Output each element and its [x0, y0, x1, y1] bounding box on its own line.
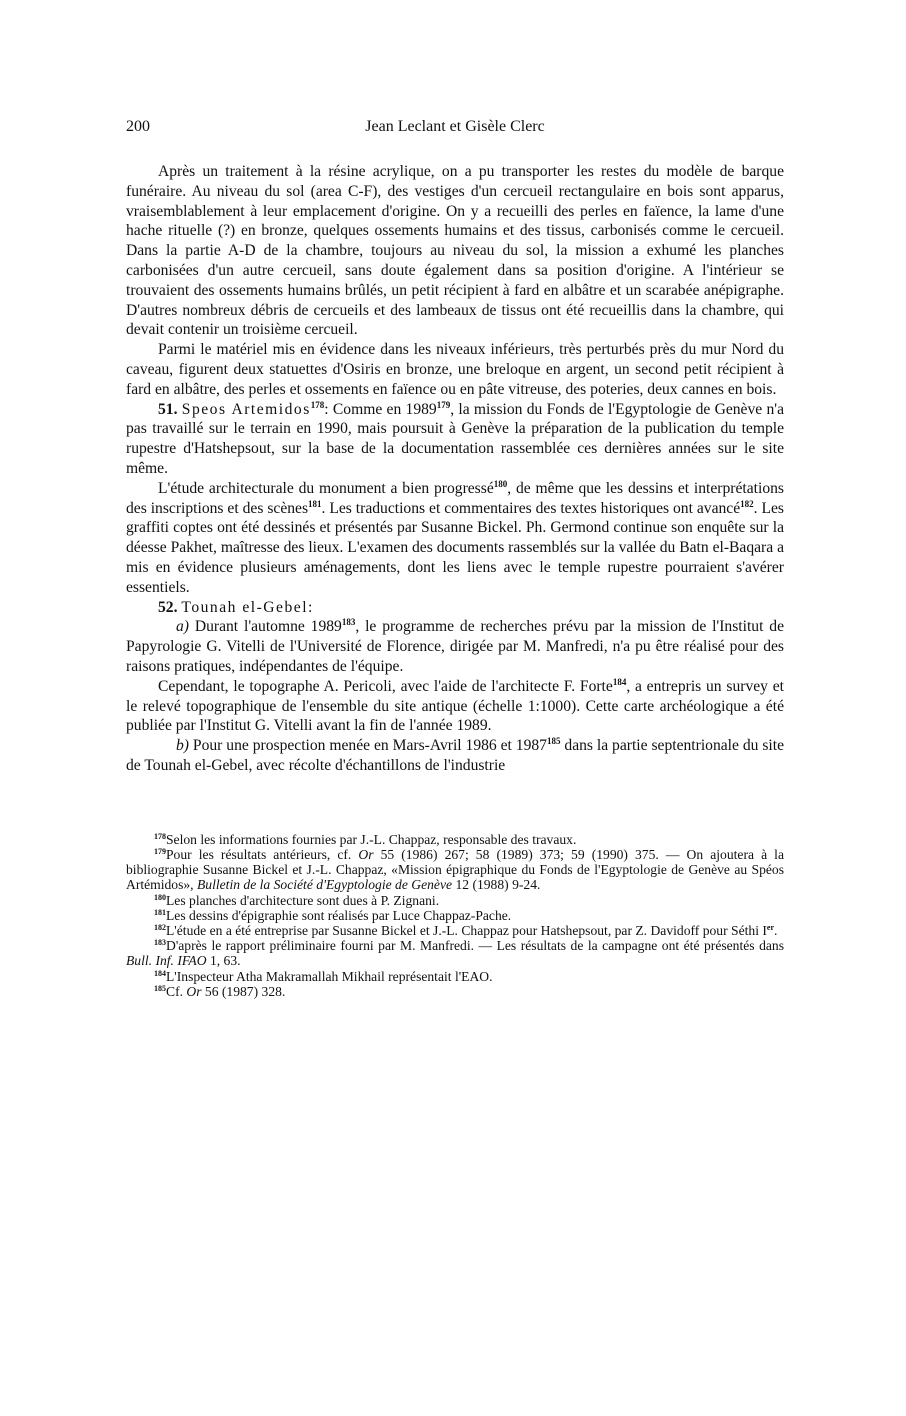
paragraph: Parmi le matériel mis en évidence dans les niveaux inférieurs, très perturbés près du mur Nord du caveau, figurent deux statuettes d'Osiris en bronze, une breloque en argent, un second petit récipient à fard en albâtre, des perles et ossements en faïence ou en pâte vitreuse, des poteries, deux cannes en bois.: [126, 341, 784, 398]
section-heading: Tounah el-Gebel:: [181, 598, 314, 616]
paragraph: Cependant, le topographe A. Pericoli, avec l'aide de l'architecte F. Forte$^{184}$, a entrepris un survey et le relevé topographique de l'ensemble du site antique (échelle 1:1000). Cette carte archéologique a été publiée par l'Institut G. Vitelli avant la fin de l'année 1989.: [126, 676, 784, 735]
item-label: a): [176, 618, 189, 636]
footnote: $^{180}$Les planches d'architecture sont dues à P. Zignani.: [154, 892, 440, 908]
section-51: 51. Speos Artemidos$^{178}$: Comme en 1989$^{179}$, la mission du Fonds de l'Egyptologie de Genève n'a pas travaillé sur le terrain en 1990, mais poursuit à Genève la préparation de la publication du temple rupestre d'Hatshepsout, sur la base de la documentation rassemblée ces dernières années sur le site même.: [126, 399, 784, 477]
footnote: $^{179}$Pour les résultats antérieurs, cf. Or 55 (1986) 267; 58 (1989) 373; 59 (1990) 375. — On ajoutera à la bibliographie Susanne Bickel et J.-L. Chappaz, «Mission épigraphique du Fonds de l'Egyptologie de Genève au Spéos Artémidos», Bulletin de la Société d'Egyptologie de Genève 12 (1988) 9-24.: [126, 846, 784, 893]
footnote-ref[interactable]: 180: [493, 478, 508, 489]
footnote-number: 184: [154, 968, 166, 978]
paragraph: a) Durant l'automne 1989$^{183}$, le programme de recherches prévu par la mission de l'Institut de Papyrologie G. Vitelli de l'Université de Florence, dirigée par M. Manfredi, n'a pu être réalisé pour des raisons pratiques, indépendantes de l'équipe.: [126, 617, 784, 675]
paragraph: b) Pour une prospection menée en Mars-Avril 1986 et 1987$^{185}$ dans la partie septentrionale du site de Tounah el-Gebel, avec récolte d'échantillons de l'industrie: [126, 736, 785, 774]
page: [126, 118, 784, 999]
paragraph: L'étude architecturale du monument a bien progressé$^{180}$, de même que les dessins et interprétations des inscriptions et des scènes$^{181}$. Les traductions et commentaires des textes historiques ont avancé$^{182}$. Les graffiti coptes ont été dessinés et présentés par Susanne Bickel. Ph. Germond continue son enquête sur la déesse Pakhet, maîtresse des lieux. L'examen des documents rassemblés sur la vallée du Batn el-Baqara a mis en évidence plusieurs aménagements, dont les liens avec le temple rupestre pourraient s'avérer essentiels.: [126, 478, 785, 596]
footnote-number: 181: [154, 907, 166, 917]
footnote-ref[interactable]: 182: [740, 498, 754, 509]
footnote-ref[interactable]: 179: [436, 399, 451, 410]
footnote-number: 185: [154, 983, 166, 993]
footnote: $^{178}$Selon les informations fournies par J.-L. Chappaz, responsable des travaux.: [154, 831, 577, 847]
running-title: Jean Leclant et Gisèle Clerc: [365, 118, 545, 135]
footnote-number: 180: [154, 892, 166, 902]
page-number: 200: [126, 118, 150, 135]
footnote-ref[interactable]: 183: [341, 617, 356, 628]
section-heading: Speos Artemidos: [181, 400, 311, 418]
paragraph: Après un traitement à la résine acrylique, on a pu transporter les restes du modèle de barque funéraire. Au niveau du sol (area C-F), des vestiges d'un cercueil rectangulaire en bois sont apparus, vraisemblablement à leur emplacement d'origine. On y a recueilli des perles en faïence, la lame d'une hache rituelle (?) en bronze, quelques ossements humains et des tissus, carbonisés comme le cercueil. Dans la partie A-D de la chambre, toujours au niveau du sol, la mission a exhumé les planches carbonisées d'un autre cercueil, sans doute également dans sa position d'origine. A l'intérieur se trouvaient des ossements humains brûlés, un petit récipient à fard en albâtre et un scarabée anépigraphe. D'autres nombreux débris de cercueils et des lambeaux de tissus ont été recueillis dans la chambre, qui devait contenir un troisième cercueil.: [126, 163, 784, 339]
footnote-number: 182: [154, 922, 166, 932]
footnotes: [126, 832, 784, 999]
section-number: 52.: [158, 598, 178, 616]
section-52: [126, 598, 784, 618]
main-text: [126, 162, 784, 776]
footnote: $^{182}$L'étude en a été entreprise par Susanne Bickel et J.-L. Chappaz pour Hatshepsout, par Z. Davidoff pour Séthi Ier.: [154, 922, 778, 938]
item-label: b): [176, 737, 189, 755]
footnote-number: 183: [154, 938, 166, 948]
page-header: [126, 118, 784, 148]
footnote: $^{184}$L'Inspecteur Atha Makramallah Mikhail représentait l'EAO.: [154, 968, 493, 984]
footnote-ref[interactable]: 184: [612, 676, 627, 687]
footnote-number: 178: [154, 831, 166, 841]
footnote: $^{181}$Les dessins d'épigraphie sont réalisés par Luce Chappaz-Pache.: [154, 907, 512, 923]
footnote-ref[interactable]: 181: [308, 498, 322, 509]
footnote: $^{183}$D'après le rapport préliminaire fourni par M. Manfredi. — Les résultats de la campagne ont été présentés dans Bull. Inf. IFAO 1, 63.: [126, 938, 784, 969]
footnote-ref[interactable]: 185: [546, 736, 561, 747]
footnote-ref[interactable]: 178: [310, 399, 325, 410]
section-number: 51.: [158, 400, 178, 418]
footnote: $^{185}$Cf. Or 56 (1987) 328.: [154, 983, 286, 999]
footnote-number: 179: [154, 846, 166, 856]
